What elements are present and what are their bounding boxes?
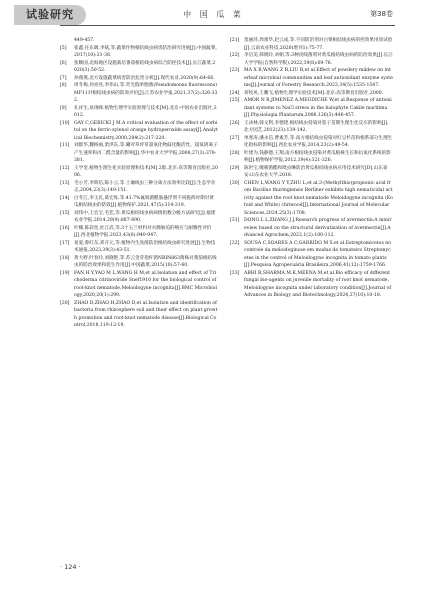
- journal-title: 中 国 瓜 菜: [183, 10, 244, 19]
- reference-item: [60, 60, 218, 75]
- reference-item: [230, 120, 393, 135]
- reference-number: [29]: [230, 165, 240, 171]
- reference-item: [230, 90, 393, 98]
- reference-number: [32]: [230, 240, 240, 246]
- reference-text: 黄大野,叶春玲,刘晓艳,等.苏云金芽孢杆菌NBIN863菌株对番茄根结线虫的防治效果和促生作用[J].中国蔬菜,2015(10):57-60.: [74, 255, 217, 268]
- reference-item: [230, 180, 393, 218]
- reference-number: [30]: [230, 180, 240, 186]
- reference-item: [60, 82, 218, 105]
- reference-text: AMOR N B,JIMENEZ A,MEGDICHE W,et al.Response of antioxidant systems to NaCl stress in the halophyte Cakile maritima[J].Physiologia Plantarum,2006,126(3):446-457.: [244, 98, 392, 118]
- reference-number: [28]: [230, 150, 240, 156]
- reference-number: [17]: [60, 240, 70, 246]
- reference-number: [14]: [60, 195, 70, 201]
- reference-text: CHEN L,WANG Y Y,ZHU L,et al.3-(Methylthio)propionic acid from Bacillus thuringiensis Berliner exhibits high nematicidal activity against the root knot nematode Meloidogyne incognita (Kofoid and White) chitwood[J].International Journal of Molecular Sciences,2024,25(3):1708.: [244, 180, 393, 216]
- reference-text: 易爱,蓉红东,邓开元,等.植物内生真菌防治根结线虫研究进展[J].生物技术通报,2023,39(3):43-51.: [74, 240, 216, 253]
- volume-label: 第38卷: [370, 10, 393, 18]
- reference-text: 莫丽萍,周蕾华,赵云成,等.不同防治剂对白菜根结线虫病的控效果用效试验[J].云南农业科技,2020(增刊1):75-77.: [244, 38, 393, 51]
- reference-number: [20]: [60, 300, 70, 306]
- reference-number: [31]: [230, 218, 240, 223]
- reference-text: SOUSA C,SOARES A C,GARRIDO M S.et al.Estreptomicetos no controle da meloidoginose em mudas de tomateiro Streptomycetes in the control of Meloidogyne incognita in tomato plants[J].Pesquisa Agropecuária Brasileira,2006,41(12):1759-1766.: [244, 240, 391, 268]
- reference-item: [230, 150, 393, 165]
- reference-text: 孔祥生,易现峰.植物生理学实验原理与技术[M].北京:中国农业出版社,2012.: [74, 105, 217, 118]
- reference-text: 孙燕燕,北方设施蔬菜病害防治危害分析[J].现代农业,2020(9):64-66.: [74, 75, 215, 81]
- reference-text: 刘群华,魏杨丽,萧洪东,等.硼对草坪草超氧化物歧化酶活性、超氧阴离子产生速率和丙二醛含量的影响[J].华中农业大学学报,2008,27(3):378-381.: [74, 143, 218, 163]
- reference-item: [230, 52, 393, 67]
- reference-item: [60, 210, 218, 225]
- reference-number: [6]: [60, 60, 67, 66]
- reference-text: ZHAO D,ZHAO H,ZHAO D,et al.Isolation and identification of bacteria from rhizosphere soil and their effect on plant growth promotion and root-knot nematode disease[J].Biological Control,2018,119:12-19.: [74, 300, 218, 328]
- right-column: [230, 37, 393, 300]
- reference-number: [25]: [230, 98, 240, 103]
- reference-text: 叶建为,钱静德,王翔,南方根结线虫侵染对黄瓜植株生长和抗氧化系统的影响[J].植物保护学报,2012,39(4):321-326.: [244, 150, 391, 163]
- reference-item: [230, 217, 393, 240]
- reference-text: ABHI R,SHARMA M.K,MEENA M,et al.Bio efficacy of different fungal bio-agents on juvenile mortality of root knot nematode,Meloidogyne incognita under laboratory condition[J].Journal of Advances in Biology and Biotechnology,2024,27(10):10-18.: [244, 270, 392, 298]
- reference-item: [60, 300, 218, 330]
- reference-text: 毛小芳,李辉信,陈小云,等.土壤线虫三种分离方法效率比较[J].生态学杂志,2004,23(3):149-151.: [74, 180, 216, 193]
- reference-item: [230, 135, 393, 150]
- reference-number: [33]: [230, 270, 240, 276]
- reference-item: [60, 45, 218, 60]
- reference-number: [19]: [60, 270, 70, 276]
- reference-item: [230, 165, 393, 180]
- header-rule: [60, 25, 395, 26]
- reference-number: [11]: [60, 143, 70, 148]
- reference-text: 白冬江,李玉民,葛宏烁,等.41.7%氟吡菌酰胺悬浮剂不同施药时期对黄瓜根结线虫的防效[J].植物保护,2021,47(5):314-319.: [74, 195, 214, 208]
- reference-number: [5]: [60, 45, 67, 51]
- reference-item: [230, 97, 393, 120]
- reference-text: 刘伟中,王宏宝,毛佳,等.黄瓜根结线虫病病情指数分级方法研究[J].福建农业学报,2014,29(9):887-890.: [74, 210, 216, 223]
- reference-number: [18]: [60, 255, 70, 261]
- reference-number: [27]: [230, 135, 240, 141]
- reference-text: 叶娜,陈彩丝,杜江武,等.3个五兰材料对水腾胁迫的响应与耐腾性评价[J].西北植物学报,2023,43(6):940-947.: [74, 225, 212, 238]
- reference-item: [230, 37, 393, 52]
- reference-item: [60, 165, 218, 180]
- reference-text: FAN H Y,YAO M L,WANG H M,et al.Isolation and effect of Trichoderma citrinoviride Snef1910 for the biological control of root-knot nematode,Meloidogyne incognita[J].BMC Microbiology,2020,20(1):299.: [74, 270, 217, 298]
- left-column: [60, 37, 218, 330]
- reference-item: [60, 270, 218, 300]
- reference-number: [7]: [60, 75, 67, 81]
- reference-item: [60, 195, 218, 210]
- reference-item: [60, 240, 218, 255]
- reference-text: 王沐林,韩文利,李德建.根结线虫侵染对茄子苗期生理生化反应的影响[J].北方园艺,2012(23):139-142.: [244, 120, 389, 133]
- reference-number: [8]: [60, 83, 67, 88]
- page-number: · 124 ·: [60, 563, 81, 571]
- reference-text: MA X B,WANG Z B,LIU R,et al.Effect of powdery mildew on interleaf microbial communities and leaf antioxidant enzyme systems[J].Journal of Forestry Research,2023,34(5):1535-1547.: [244, 68, 393, 88]
- reference-item: [60, 142, 218, 165]
- reference-text: 张顺国,北海地区设施栽培番茄根结线虫病综合防控技术[J].长江蔬菜,2020(3):50-52.: [74, 60, 216, 73]
- reference-number: [9]: [60, 105, 67, 111]
- reference-number: [22]: [230, 53, 240, 58]
- reference-item: [230, 270, 393, 300]
- reference-text: DONG L L,ZHANG J J.Research progress of avermectin:A minireview based on the structural derivatization of avermectin[J].Advanced Agrochem,2022,1(2):100-112.: [244, 218, 392, 238]
- reference-number: [16]: [60, 225, 70, 231]
- reference-text: 崔鑫,任东阔,李斌,等.蔬菜作物根结线虫病害防治研究进展[J].中国蔬菜,2017(10):31-38.: [74, 45, 217, 58]
- reference-item: [60, 255, 218, 270]
- reference-text: 周冬梅,何亮亮,李伟山,等.荧光假单胞菌(Pseudomonas fluorescens)MF11对根结线虫病的防效评价[J].江苏农业学报,2021,37(2):326-332.: [74, 83, 218, 103]
- reference-number: [21]: [230, 38, 240, 43]
- reference-number: [24]: [230, 90, 240, 96]
- reference-item: [60, 120, 218, 143]
- reference-item: [60, 105, 218, 120]
- reference-number: [23]: [230, 68, 240, 73]
- reference-item: [230, 240, 393, 270]
- reference-number: [12]: [60, 165, 70, 171]
- reference-text: 李启美,韩晓玲,刘朝,等.3种淡线菌剂对黄瓜根结线虫病的防治效果[J].长江大学学报(自然科学版),2022,39(8):69-76.: [244, 53, 393, 66]
- reference-item: [60, 225, 218, 240]
- reference-continuation: 449-457.: [74, 38, 95, 43]
- section-tag: 试验研究: [14, 5, 86, 25]
- reference-number: [10]: [60, 120, 70, 126]
- reference-number: [26]: [230, 120, 240, 126]
- reference-text: 单寒涛,潘永信,曹素芳,等.南方根结线虫侵染对红豆杉苗和根系部分生理生化指标的影响[J].西北农业学报,2014,23(2):49-54.: [244, 135, 393, 148]
- reference-text: 王学奎.植物生理生化实验原理和技术[M].2版.北京:高等教育出版社,2006.: [74, 165, 218, 178]
- reference-item: [230, 67, 393, 90]
- reference-text: 蒋牧风,王鹏飞.植物生理学实验技术[M].北京:高等教育出版社,2000.: [244, 90, 384, 96]
- reference-number: [15]: [60, 210, 70, 216]
- reference-item: [60, 180, 218, 195]
- reference-item: [60, 75, 218, 83]
- reference-text: GAY C,GEBICKI J M.A critical evaluation of the effect of sorbitol on the ferric-xylenol orange hydroperoxide assay[J].Analytical Biochemistry,2000,284(2):217-220.: [74, 120, 218, 141]
- reference-number: [13]: [60, 180, 70, 186]
- page-header: [0, 0, 427, 30]
- reference-text: 陈世宝.噻嘧菌酯和吡虫啉防治黄瓜根结线虫病应用技术研究[D].山东泰安:山东农业大学,2018.: [244, 165, 388, 178]
